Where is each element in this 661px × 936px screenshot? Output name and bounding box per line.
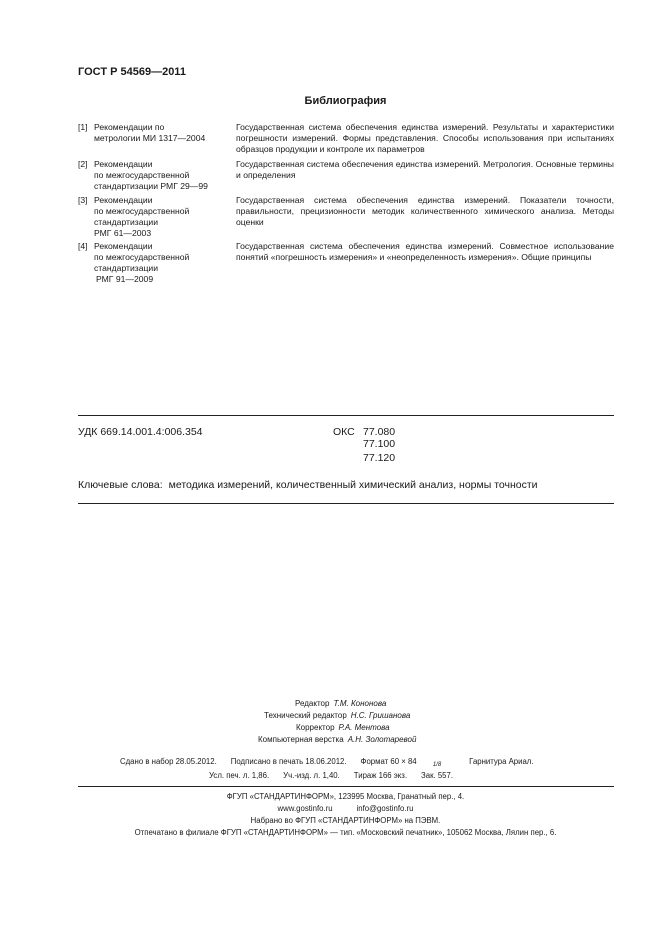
bib-entry-source [94,122,244,144]
bib-entry-number: [3] [78,195,88,205]
imprint-email-link[interactable]: info@gostinfo.ru [356,804,414,813]
pub-print-sheets: Усл. печ. л. 1,86. [209,771,270,780]
bib-source-line: Рекомендации [94,241,153,251]
keywords-label: Ключевые слова: [78,479,163,491]
credit-role: Редактор [295,699,330,708]
udk-code: УДК 669.14.001.4:006.354 [78,426,203,438]
pub-format: Формат 60 × 84 $_{1/8}$ [360,757,442,768]
bib-source-line: РМГ 61—2003 [94,228,152,238]
credit-layout [258,735,416,744]
bib-source-line: по межгосударственной [94,252,190,262]
keywords-text: методика измерений, количественный химический анализ, нормы точности [168,479,538,491]
publication-line-1 [120,757,548,768]
bib-entry-description: Государственная система обеспечения единства измерений. Совместное использование понятий «погрешность измерения» и «неопределенность измерения». Общие принципы [236,241,614,262]
bib-source-line: по межгосударственной [94,170,190,180]
imprint-site-link[interactable]: www.gostinfo.ru [277,804,333,813]
pub-format-fraction: 1/8 [432,762,442,768]
credit-tech-editor [264,711,410,720]
imprint-printed-note: Отпечатано в филиале ФГУП «СТАНДАРТИНФОРМ» — тип. «Московский печатник», 105062 Москва, Лялин пер., 6. [134,828,557,837]
imprint-address: ФГУП «СТАНДАРТИНФОРМ», 123995 Москва, Гранатный пер., 4. [226,792,465,801]
pub-typeset: Сдано в набор 28.05.2012. [120,757,217,766]
bib-entry-source [94,159,244,192]
bib-source-line: по межгосударственной [94,206,190,216]
divider-line [78,786,614,787]
bib-entry-source [94,195,244,239]
credit-person: Т.М. Кононова [333,699,387,708]
bib-source-line: метрологии МИ 1317—2004 [94,133,206,143]
credit-role: Компьютерная верстка [258,735,344,744]
bibliography-title: Библиография [304,95,387,107]
bib-entry-source [94,241,244,285]
bib-entry-description: Государственная система обеспечения единства измерений. Результаты и характеристики погрешности измерений. Формы представления. Способы использования при испытаниях образцов продукции и контроле их параметров [236,122,614,154]
standard-code: ГОСТ Р 54569—2011 [78,66,186,78]
bib-entry-number: [4] [78,241,88,251]
oks-label: ОКС [333,426,355,438]
credit-person: Н.С. Гришанова [350,711,411,720]
bib-source-line: стандартизации [94,217,159,227]
bib-source-line: Рекомендации [94,195,153,205]
pub-order: Зак. 557. [421,771,453,780]
bib-entry-description: Государственная система обеспечения единства измерений. Показатели точности, правильности, прецизионности методик количественного химического анализа. Методы оценки [236,195,614,227]
credit-person: А.Н. Золотаревой [347,735,417,744]
bib-entry-number: [2] [78,159,88,169]
bib-source-line: стандартизации [94,263,159,273]
pub-edit-sheets: Уч.-изд. л. 1,40. [283,771,340,780]
bib-source-line: Рекомендации по [94,122,165,132]
oks-code: 77.120 [363,452,396,464]
credit-role: Технический редактор [264,711,347,720]
keywords-line [78,479,544,491]
bib-source-line: Рекомендации [94,159,153,169]
bib-entry-number: [1] [78,122,88,132]
bib-source-line: РМГ 91—2009 [96,274,154,284]
bib-entry-description: Государственная система обеспечения единства измерений. Метрология. Основные термины и определения [236,159,614,180]
bib-source-line: стандартизации РМГ 29—99 [94,181,208,191]
imprint-contacts [0,804,661,813]
oks-code: 77.080 [363,426,396,438]
oks-code: 77.100 [363,438,396,450]
divider-line [78,503,614,504]
credit-person: Р.А. Ментова [338,723,390,732]
imprint-typeset-note: Набрано во ФГУП «СТАНДАРТИНФОРМ» на ПЭВМ. [250,816,441,825]
pub-signed: Подписано в печать 18.06.2012. [230,757,347,766]
credit-editor [295,699,386,708]
credit-proofreader [296,723,390,732]
divider-line [78,415,614,416]
pub-font: Гарнитура Ариал. [469,757,534,766]
publication-line-2 [209,771,467,780]
pub-run: Тираж 166 экз. [353,771,408,780]
credit-role: Корректор [296,723,335,732]
